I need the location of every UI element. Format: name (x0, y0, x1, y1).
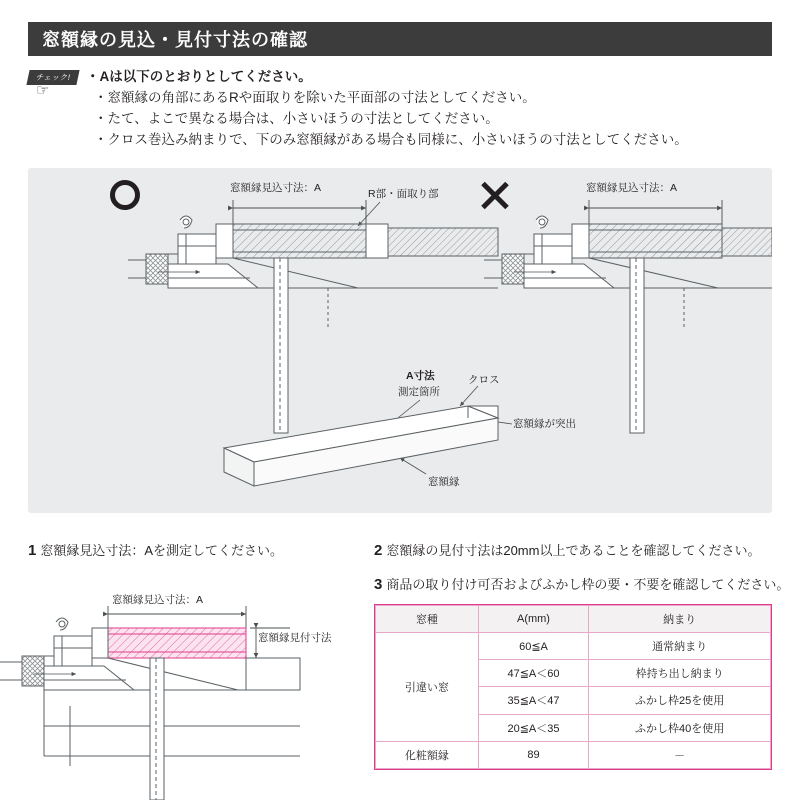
step-1-text: 窓額縁見込寸法：Aを測定してください。 (40, 543, 284, 558)
label-cloth: クロス (468, 374, 500, 386)
section-drawings (28, 168, 772, 513)
label-bottom-mitsuke: 窓額縁見付寸法 (258, 632, 332, 644)
check-badge-label: チェック! (26, 70, 79, 85)
label-right-dim: 窓額縁見込寸法：A (586, 182, 678, 194)
cell-a-4: 20≦A＜35 (478, 714, 589, 741)
step-3-number: 3 (374, 576, 383, 593)
step-1-number: 1 (28, 542, 37, 559)
th-a-mm: A(mm) (478, 606, 589, 633)
bottom-drawing (0, 596, 360, 800)
check-line-3: ・たて、よこで異なる場合は、小さいほうの寸法としてください。 (94, 111, 499, 126)
check-notes (28, 66, 772, 150)
th-fit: 納まり (589, 606, 771, 633)
section-header (28, 22, 772, 56)
pointing-hand-icon: ☞ (36, 82, 50, 99)
cell-fit-3: ふかし枠25を使用 (589, 687, 771, 714)
check-badge (28, 70, 82, 100)
table-row (376, 741, 771, 768)
step-2-number: 2 (374, 542, 383, 559)
table-header-row (376, 606, 771, 633)
page-title: 窓額縁の見込・見付寸法の確認 (42, 30, 308, 50)
check-line-1: ・Aは以下のとおりとしてください。 (86, 69, 312, 84)
label-left-dim: 窓額縁見込寸法：A (230, 182, 322, 194)
spec-table (375, 605, 771, 769)
step-1 (28, 540, 283, 559)
cell-fit-1: 通常納まり (589, 633, 771, 660)
label-protrude: 窓額縁が突出 (513, 418, 576, 430)
label-r-part: R部・面取り部 (368, 188, 439, 200)
check-line-2: ・窓額縁の角部にあるRや面取りを除いた平面部の寸法としてください。 (94, 90, 536, 105)
cell-a-5: 89 (478, 741, 589, 768)
diagram-panel (28, 168, 772, 513)
cell-type-hikichigai: 引違い窓 (376, 633, 479, 742)
cell-type-kesho: 化粧額縁 (376, 741, 479, 768)
check-line-4: ・クロス巻込み納まりで、下のみ窓額縁がある場合も同様に、小さいほうの寸法としてください。 (94, 132, 688, 147)
table-row (376, 633, 771, 660)
step-3-text: 商品の取り付け可否およびふかし枠の要・不要を確認してください。 (386, 577, 790, 592)
label-a-point: 測定箇所 (398, 386, 440, 398)
cell-a-1: 60≦A (478, 633, 589, 660)
cell-fit-4: ふかし枠40を使用 (589, 714, 771, 741)
spec-table-wrapper (374, 604, 772, 770)
cell-fit-2: 枠持ち出し納まり (589, 660, 771, 687)
bottom-section-diagram (0, 596, 360, 800)
step-2-text: 窓額縁の見付寸法は20mm以上であることを確認してください。 (386, 543, 761, 558)
step-3 (374, 574, 789, 593)
cell-a-3: 35≦A＜47 (478, 687, 589, 714)
cell-fit-5: － (589, 741, 771, 768)
th-window-type: 窓種 (376, 606, 479, 633)
label-bottom-dim-a: 窓額縁見込寸法：A (112, 594, 204, 606)
step-2 (374, 540, 760, 559)
label-a-dim: A寸法 (406, 370, 435, 382)
label-frame: 窓額縁 (428, 476, 460, 488)
cell-a-2: 47≦A＜60 (478, 660, 589, 687)
